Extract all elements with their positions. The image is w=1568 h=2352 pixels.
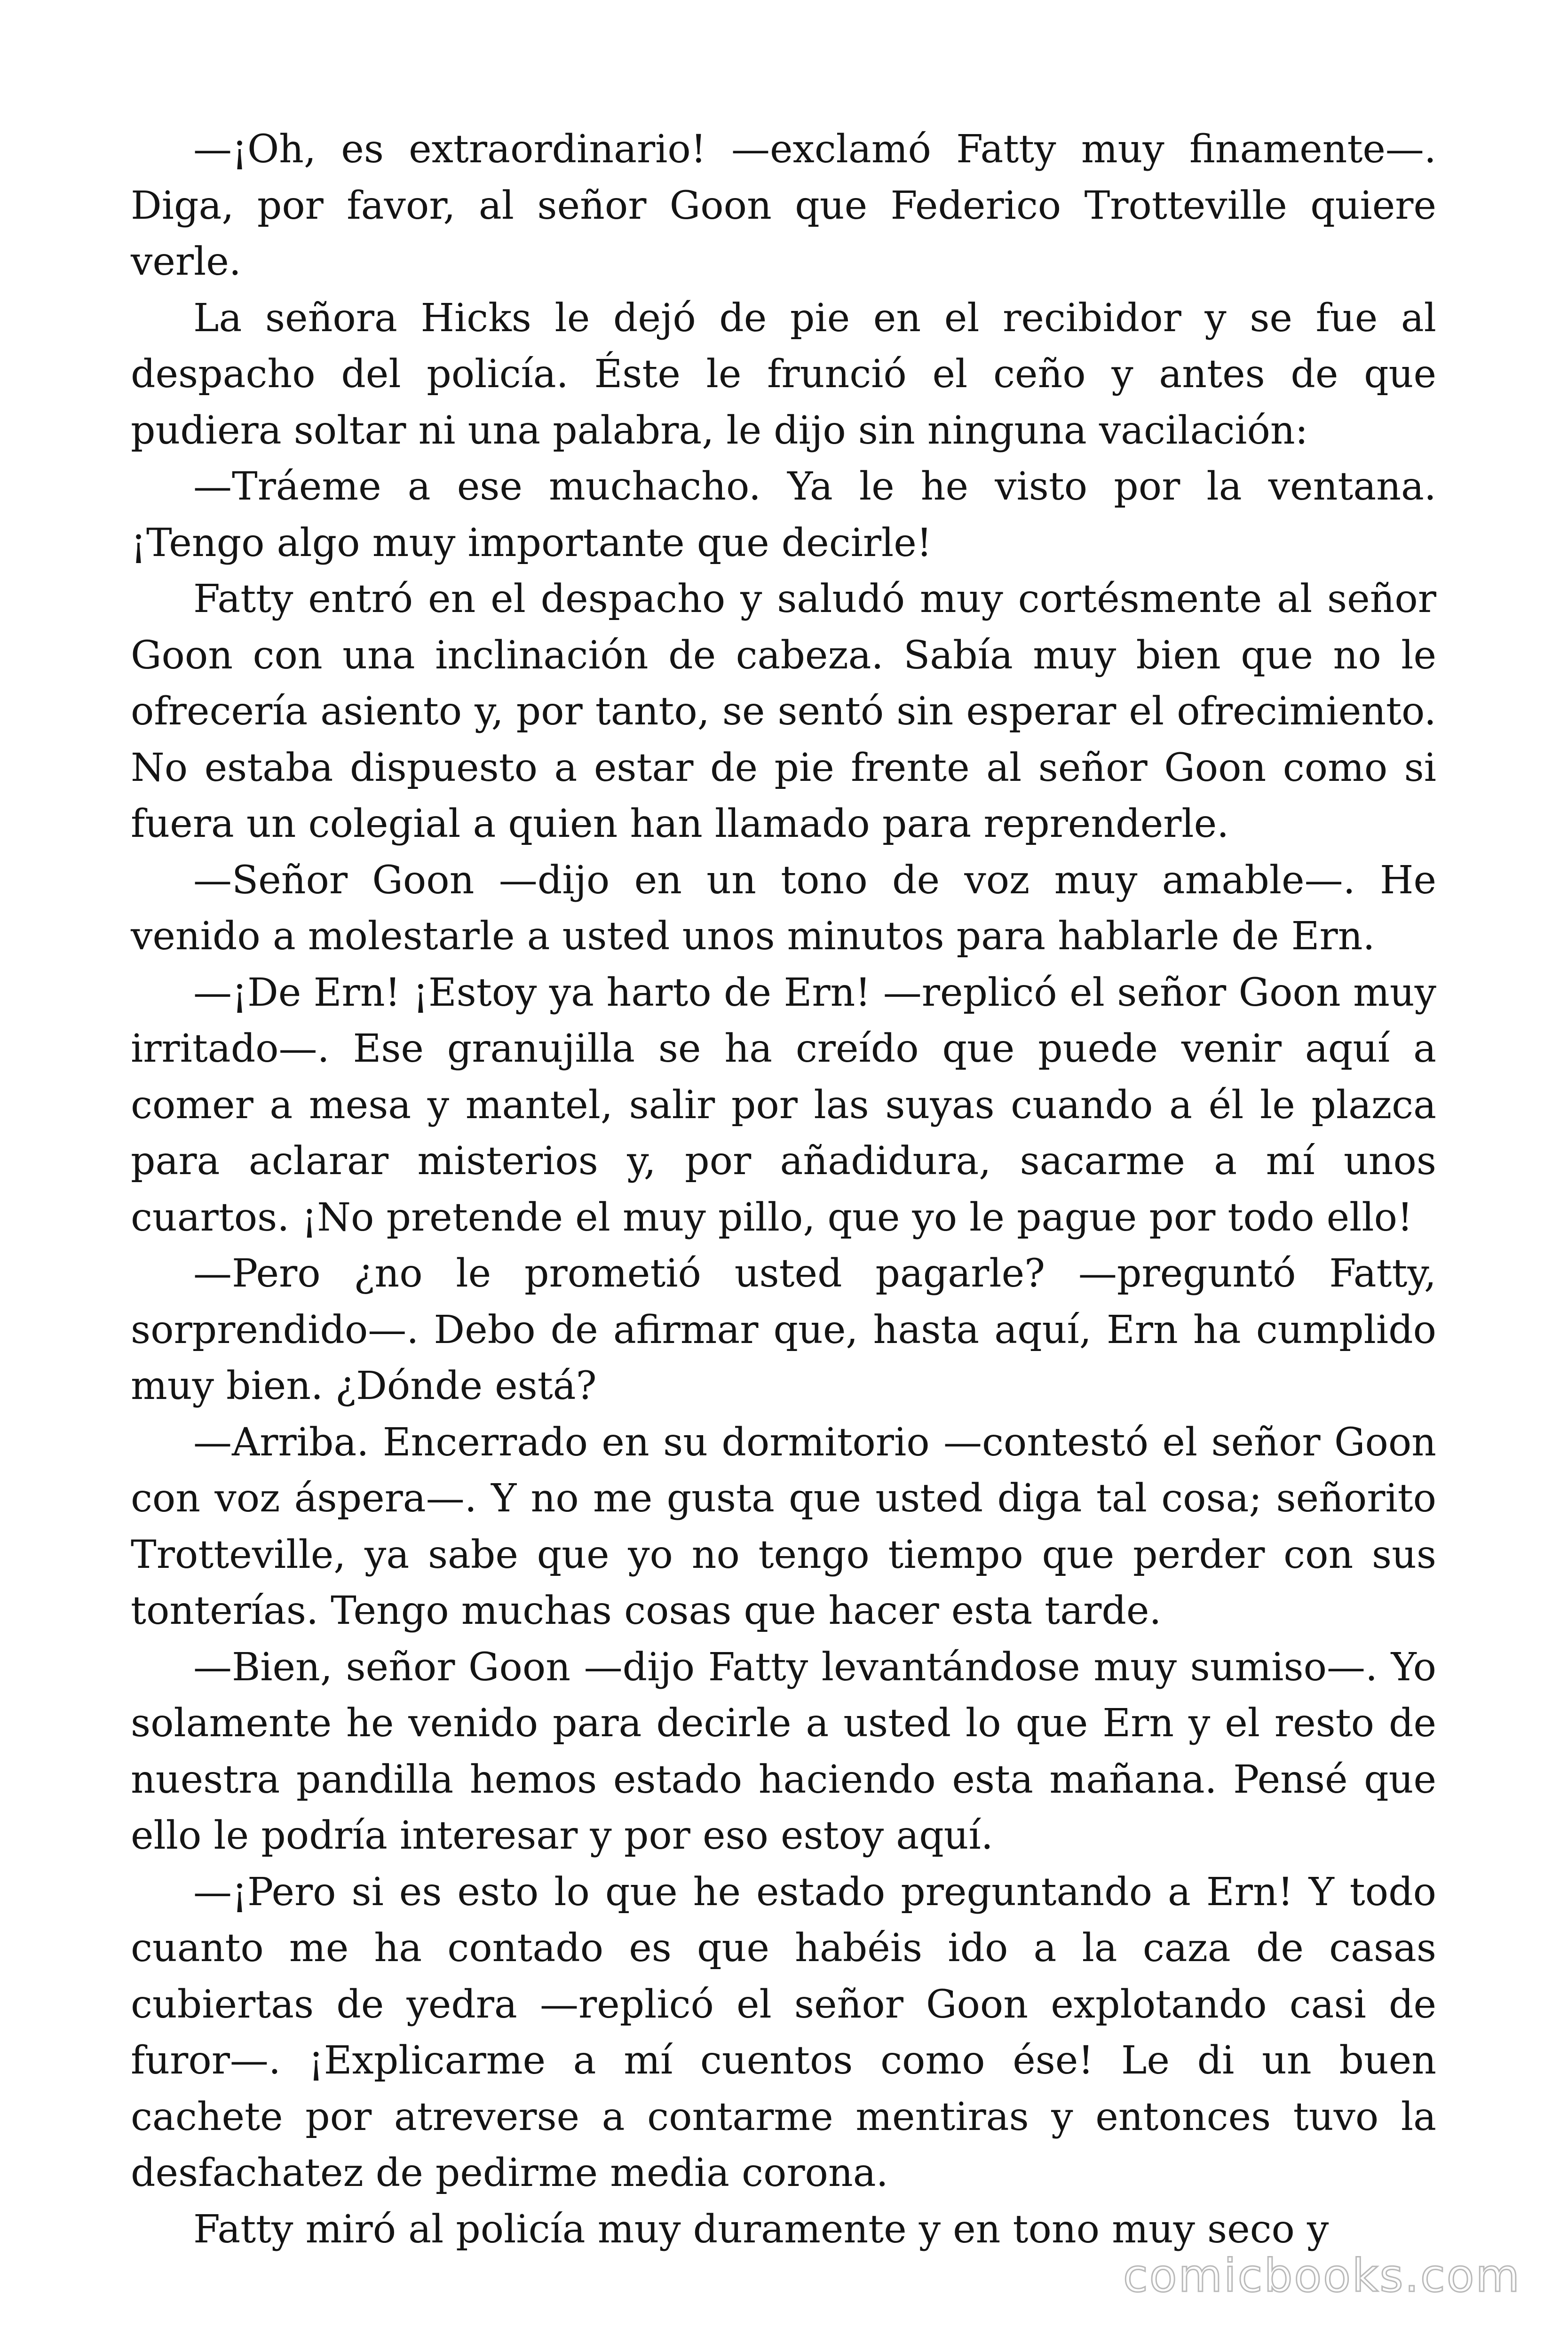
paragraph: La señora Hicks le dejó de pie en el recibidor y se fue al despacho del policía. Éste le frunció el ceño y antes de que pudiera soltar ni una palabra, le dijo sin ninguna vacilación: — [131, 295, 1436, 453]
watermark: comicbooks.com — [1123, 2249, 1521, 2302]
paragraph: —Arriba. Encerrado en su dormitorio —contestó el señor Goon con voz áspera—. Y no me gusta que usted diga tal cosa; señorito Trotteville, ya sabe que yo no tengo tiempo que perder con sus tonterías. Tengo muchas cosas que hacer esta tarde. — [131, 1420, 1436, 1633]
paragraph: Fatty entró en el despacho y saludó muy cortésmente al señor Goon con una inclinación de cabeza. Sabía muy bien que no le ofrecería asiento y, por tanto, se sentó sin esperar el ofrecimiento. No estaba dispuesto a estar de pie frente al señor Goon como si fuera un colegial a quien han llamado para reprenderle. — [131, 577, 1436, 846]
paragraph: —¡Pero si es esto lo que he estado preguntando a Ern! Y todo cuanto me ha contado es que habéis ido a la caza de casas cubiertas de yedra —replicó el señor Goon explotando casi de furor—. ¡Explicarme a mí cuentos como ése! Le di un buen cachete por atreverse a contarme mentiras y entonces tuvo la desfachatez de pedirme media corona. — [131, 1869, 1436, 2195]
paragraph: —¡Oh, es extraordinario! —exclamó Fatty muy finamente—. Diga, por favor, al señor Goon que Federico Trotteville quiere verle. — [131, 127, 1436, 284]
body-text — [131, 121, 1436, 2257]
paragraph: Fatty miró al policía muy duramente y en tono muy seco y — [193, 2207, 1329, 2252]
paragraph: —Bien, señor Goon —dijo Fatty levantándose muy sumiso—. Yo solamente he venido para decirle a usted lo que Ern y el resto de nuestra pandilla hemos estado haciendo esta mañana. Pensé que ello le podría interesar y por eso estoy aquí. — [131, 1645, 1436, 1858]
paragraph: —Pero ¿no le prometió usted pagarle? —preguntó Fatty, sorprendido—. Debo de afirmar que, hasta aquí, Ern ha cumplido muy bien. ¿Dónde está? — [131, 1251, 1436, 1408]
paragraph: —¡De Ern! ¡Estoy ya harto de Ern! —replicó el señor Goon muy irritado—. Ese granujilla se ha creído que puede venir aquí a comer a mesa y mantel, salir por las suyas cuando a él le plazca para aclarar misterios y, por añadidura, sacarme a mí unos cuartos. ¡No pretende el muy pillo, que yo le pague por todo ello! — [131, 970, 1436, 1240]
paragraph: —Tráeme a ese muchacho. Ya le he visto por la ventana. ¡Tengo algo muy importante que decirle! — [131, 464, 1436, 565]
paragraph: —Señor Goon —dijo en un tono de voz muy amable—. He venido a molestarle a usted unos minutos para hablarle de Ern. — [131, 858, 1436, 959]
